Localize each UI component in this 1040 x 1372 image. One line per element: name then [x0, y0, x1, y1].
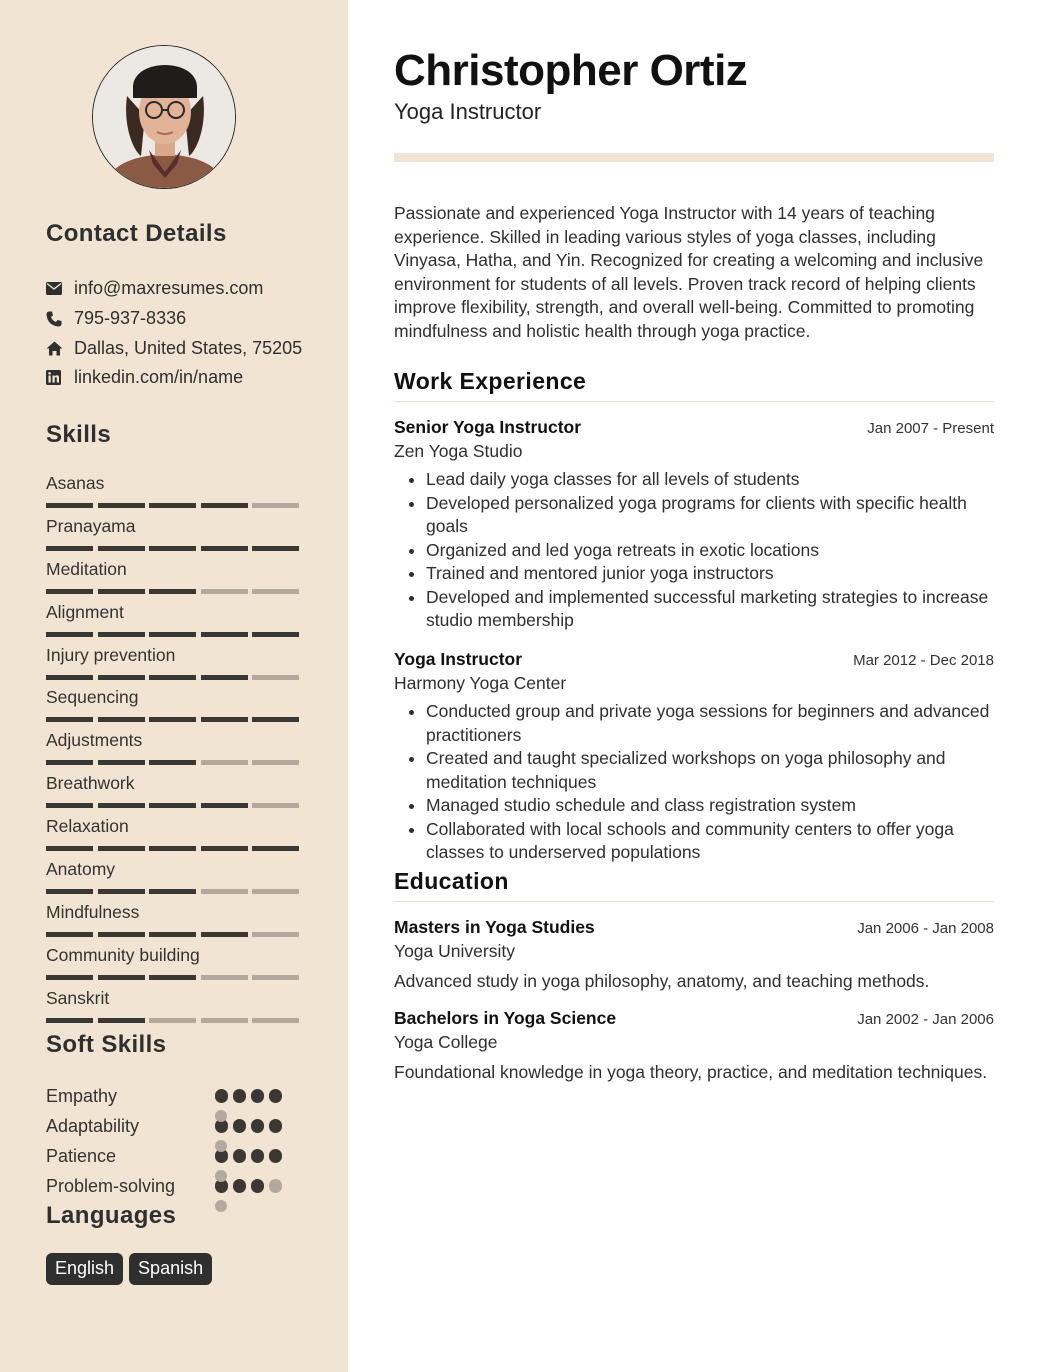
- home-icon: [46, 339, 74, 357]
- education-entry: [394, 1008, 994, 1085]
- skill-level-segment: [252, 803, 299, 808]
- job-company: Harmony Yoga Center: [394, 673, 567, 693]
- skill-level-segment: [201, 846, 248, 851]
- rating-dot: [233, 1179, 247, 1193]
- linkedin-icon: [46, 369, 74, 387]
- skill-level-segment: [98, 846, 145, 851]
- skill-item: [46, 686, 302, 729]
- job-bullets: [394, 700, 994, 865]
- rating-dot-artifact: [215, 1200, 227, 1212]
- skill-level-segment: [201, 889, 248, 894]
- skill-name: Pranayama: [46, 515, 136, 536]
- skill-level-bar: [46, 503, 302, 508]
- skill-level-segment: [98, 546, 145, 551]
- skill-level-segment: [98, 932, 145, 937]
- skill-level-segment: [98, 717, 145, 722]
- work-heading: Work Experience: [394, 368, 994, 402]
- contact-phone[interactable]: [46, 304, 336, 334]
- skill-level-segment: [46, 803, 93, 808]
- skill-level-segment: [201, 975, 248, 980]
- skill-level-segment: [201, 717, 248, 722]
- soft-skills-heading: Soft Skills: [46, 1031, 167, 1058]
- skill-level-segment: [46, 760, 93, 765]
- skill-level-segment: [149, 760, 196, 765]
- contact-email-text: info@maxresumes.com: [74, 278, 264, 299]
- rating-dot: [251, 1089, 265, 1103]
- degree-title: Masters in Yoga Studies: [394, 917, 595, 937]
- skill-level-segment: [252, 975, 299, 980]
- skill-name: Sanskrit: [46, 987, 110, 1008]
- skill-level-segment: [46, 503, 93, 508]
- job-company: Zen Yoga Studio: [394, 441, 523, 461]
- skill-level-segment: [46, 546, 93, 551]
- skills-heading: Skills: [46, 421, 112, 448]
- skill-level-segment: [252, 932, 299, 937]
- work-entry: [394, 649, 994, 865]
- rating-dot: [251, 1179, 265, 1193]
- skill-name: Injury prevention: [46, 644, 176, 665]
- job-bullet: • Collaborated with local schools and community centers to offer yoga classes to underserved populations: [426, 818, 994, 865]
- skill-level-segment: [46, 632, 93, 637]
- skill-level-bar: [46, 589, 302, 594]
- skill-level-segment: [46, 589, 93, 594]
- language-tag: English: [46, 1253, 123, 1285]
- skill-level-bar: [46, 889, 302, 894]
- skill-level-bar: [46, 546, 302, 551]
- job-bullet: • Trained and mentored junior yoga instructors: [426, 562, 994, 586]
- contact-address: [46, 333, 336, 363]
- rating-dot-artifact: [215, 1140, 227, 1152]
- skill-level-segment: [252, 503, 299, 508]
- rating-dot: [269, 1179, 283, 1193]
- skill-level-bar: [46, 717, 302, 722]
- skill-level-segment: [201, 503, 248, 508]
- skill-name: Adjustments: [46, 730, 143, 751]
- skill-level-segment: [252, 889, 299, 894]
- envelope-icon: [46, 280, 74, 298]
- skill-level-segment: [98, 1018, 145, 1023]
- skill-item: [46, 987, 302, 1030]
- soft-skill-item: [46, 1111, 302, 1141]
- contact-linkedin-text: linkedin.com/in/name: [74, 367, 244, 388]
- header-divider: [394, 153, 994, 162]
- contact-list: [46, 274, 336, 393]
- skill-level-segment: [252, 589, 299, 594]
- degree-description: Advanced study in yoga philosophy, anatomy, and teaching methods.: [394, 971, 930, 991]
- skill-level-segment: [201, 589, 248, 594]
- skill-level-segment: [46, 717, 93, 722]
- skill-level-segment: [252, 632, 299, 637]
- skill-level-segment: [46, 1018, 93, 1023]
- skill-name: Community building: [46, 944, 200, 965]
- skill-level-segment: [201, 1018, 248, 1023]
- skill-item: [46, 944, 302, 987]
- avatar: [92, 45, 236, 189]
- degree-description: Foundational knowledge in yoga theory, practice, and meditation techniques.: [394, 1062, 988, 1082]
- rating-dot: [215, 1089, 229, 1103]
- skill-level-bar: [46, 932, 302, 937]
- skill-name: Sequencing: [46, 687, 139, 708]
- job-title: Yoga Instructor: [394, 649, 523, 669]
- skill-level-segment: [98, 760, 145, 765]
- skill-level-segment: [252, 675, 299, 680]
- skill-item: [46, 815, 302, 858]
- soft-skill-rating: [215, 1089, 283, 1103]
- skill-item: [46, 558, 302, 601]
- skill-level-segment: [98, 889, 145, 894]
- soft-skill-item: [46, 1171, 302, 1201]
- candidate-title: Yoga Instructor: [394, 99, 542, 124]
- soft-skill-name: Empathy: [46, 1085, 118, 1106]
- skill-level-bar: [46, 803, 302, 808]
- skill-level-bar: [46, 675, 302, 680]
- contact-address-text: Dallas, United States, 75205: [74, 337, 303, 358]
- profile-summary: Passionate and experienced Yoga Instructor with 14 years of teaching experience. Skilled in leading various styles of yoga classes, including Vinyasa, Hatha, and Yin. Recognized for creating a welcoming and inclusive environment for students of all levels. Proven track record of helping clients improve flexibility, strength, and overall well-being. Committed to promoting mindfulness and holistic health through yoga practice.: [394, 203, 984, 341]
- skill-level-segment: [252, 846, 299, 851]
- job-bullets: [394, 468, 994, 633]
- skill-name: Asanas: [46, 473, 105, 493]
- skill-level-segment: [149, 975, 196, 980]
- skill-level-segment: [149, 846, 196, 851]
- job-bullet: • Developed and implemented successful marketing strategies to increase studio membership: [426, 586, 994, 633]
- skill-level-segment: [98, 632, 145, 637]
- skill-level-segment: [201, 760, 248, 765]
- contact-email[interactable]: [46, 274, 336, 304]
- rating-dot: [269, 1119, 283, 1133]
- skill-level-segment: [252, 1018, 299, 1023]
- school-name: Yoga University: [394, 941, 515, 961]
- skill-level-segment: [201, 803, 248, 808]
- contact-phone-text: 795-937-8336: [74, 308, 187, 329]
- job-bullet: • Conducted group and private yoga sessions for beginners and advanced practitioners: [426, 700, 994, 747]
- rating-dot-artifact: [215, 1170, 227, 1182]
- skill-level-segment: [149, 1018, 196, 1023]
- contact-heading: Contact Details: [46, 220, 227, 247]
- skill-level-segment: [252, 717, 299, 722]
- degree-title: Bachelors in Yoga Science: [394, 1008, 617, 1028]
- soft-skills-list: [46, 1081, 302, 1201]
- skill-name: Meditation: [46, 558, 127, 579]
- soft-skill-rating: [215, 1179, 283, 1193]
- skill-level-bar: [46, 846, 302, 851]
- skill-level-segment: [149, 932, 196, 937]
- skills-list: [46, 472, 302, 1030]
- skill-level-segment: [98, 975, 145, 980]
- rating-dot-artifact: [215, 1110, 227, 1122]
- skill-name: Mindfulness: [46, 901, 140, 922]
- skill-name: Breathwork: [46, 773, 135, 794]
- rating-dot: [233, 1149, 247, 1163]
- job-title: Senior Yoga Instructor: [394, 417, 582, 437]
- skill-item: [46, 858, 302, 901]
- skill-name: Alignment: [46, 601, 124, 622]
- sidebar: [0, 0, 348, 1372]
- skill-level-segment: [201, 546, 248, 551]
- skill-level-segment: [252, 760, 299, 765]
- soft-skill-rating: [215, 1119, 283, 1133]
- skill-level-segment: [46, 675, 93, 680]
- job-date: Jan 2007 - Present: [867, 420, 994, 437]
- rating-dot: [233, 1089, 247, 1103]
- soft-skill-name: Problem-solving: [46, 1175, 176, 1196]
- skill-level-segment: [149, 889, 196, 894]
- profile-photo: [93, 46, 236, 189]
- skill-level-segment: [149, 589, 196, 594]
- skill-level-segment: [149, 675, 196, 680]
- job-bullet: • Organized and led yoga retreats in exotic locations: [426, 539, 994, 563]
- skill-level-bar: [46, 760, 302, 765]
- skill-level-bar: [46, 1018, 302, 1023]
- rating-dot: [251, 1119, 265, 1133]
- skill-level-segment: [201, 932, 248, 937]
- skill-level-segment: [149, 546, 196, 551]
- skill-level-segment: [46, 889, 93, 894]
- skill-level-segment: [149, 803, 196, 808]
- skill-item: [46, 729, 302, 772]
- skill-level-segment: [252, 546, 299, 551]
- contact-linkedin[interactable]: [46, 363, 336, 393]
- skill-level-segment: [46, 846, 93, 851]
- soft-skill-name: Adaptability: [46, 1115, 140, 1136]
- languages-list: [46, 1253, 212, 1285]
- candidate-name: Christopher Ortiz: [394, 46, 748, 95]
- language-tag: Spanish: [129, 1253, 212, 1285]
- soft-skill-item: [46, 1081, 302, 1111]
- soft-skill-item: [46, 1141, 302, 1171]
- skill-level-segment: [149, 717, 196, 722]
- skill-level-segment: [46, 975, 93, 980]
- skill-level-segment: [46, 932, 93, 937]
- skill-item: [46, 515, 302, 558]
- skill-level-segment: [201, 632, 248, 637]
- degree-date: Jan 2006 - Jan 2008: [857, 920, 994, 937]
- soft-skill-name: Patience: [46, 1145, 117, 1166]
- soft-skill-rating: [215, 1149, 283, 1163]
- school-name: Yoga College: [394, 1032, 498, 1052]
- work-entry: [394, 417, 994, 633]
- rating-dot: [269, 1089, 283, 1103]
- phone-icon: [46, 310, 74, 328]
- skill-level-segment: [149, 503, 196, 508]
- skill-item: [46, 644, 302, 687]
- rating-dot: [251, 1149, 265, 1163]
- degree-date: Jan 2002 - Jan 2006: [857, 1011, 994, 1028]
- skill-level-segment: [98, 503, 145, 508]
- education-entry: [394, 917, 994, 994]
- skill-item: [46, 772, 302, 815]
- rating-dot: [233, 1119, 247, 1133]
- skill-level-segment: [98, 675, 145, 680]
- job-bullet: • Managed studio schedule and class registration system: [426, 794, 994, 818]
- education-heading: Education: [394, 868, 994, 902]
- skill-level-bar: [46, 975, 302, 980]
- job-date: Mar 2012 - Dec 2018: [853, 652, 994, 669]
- skill-item: [46, 901, 302, 944]
- job-bullet: • Developed personalized yoga programs for clients with specific health goals: [426, 492, 994, 539]
- skill-level-segment: [149, 632, 196, 637]
- job-bullet: • Lead daily yoga classes for all levels of students: [426, 468, 994, 492]
- skill-item: [46, 601, 302, 644]
- skill-item: [46, 472, 302, 515]
- skill-name: Relaxation: [46, 816, 129, 837]
- skill-level-bar: [46, 632, 302, 637]
- skill-level-segment: [98, 803, 145, 808]
- rating-dot: [269, 1149, 283, 1163]
- skill-level-segment: [201, 675, 248, 680]
- skill-level-segment: [98, 589, 145, 594]
- languages-heading: Languages: [46, 1202, 177, 1229]
- skill-name: Anatomy: [46, 859, 116, 880]
- job-bullet: • Created and taught specialized workshops on yoga philosophy and meditation techniques: [426, 747, 994, 794]
